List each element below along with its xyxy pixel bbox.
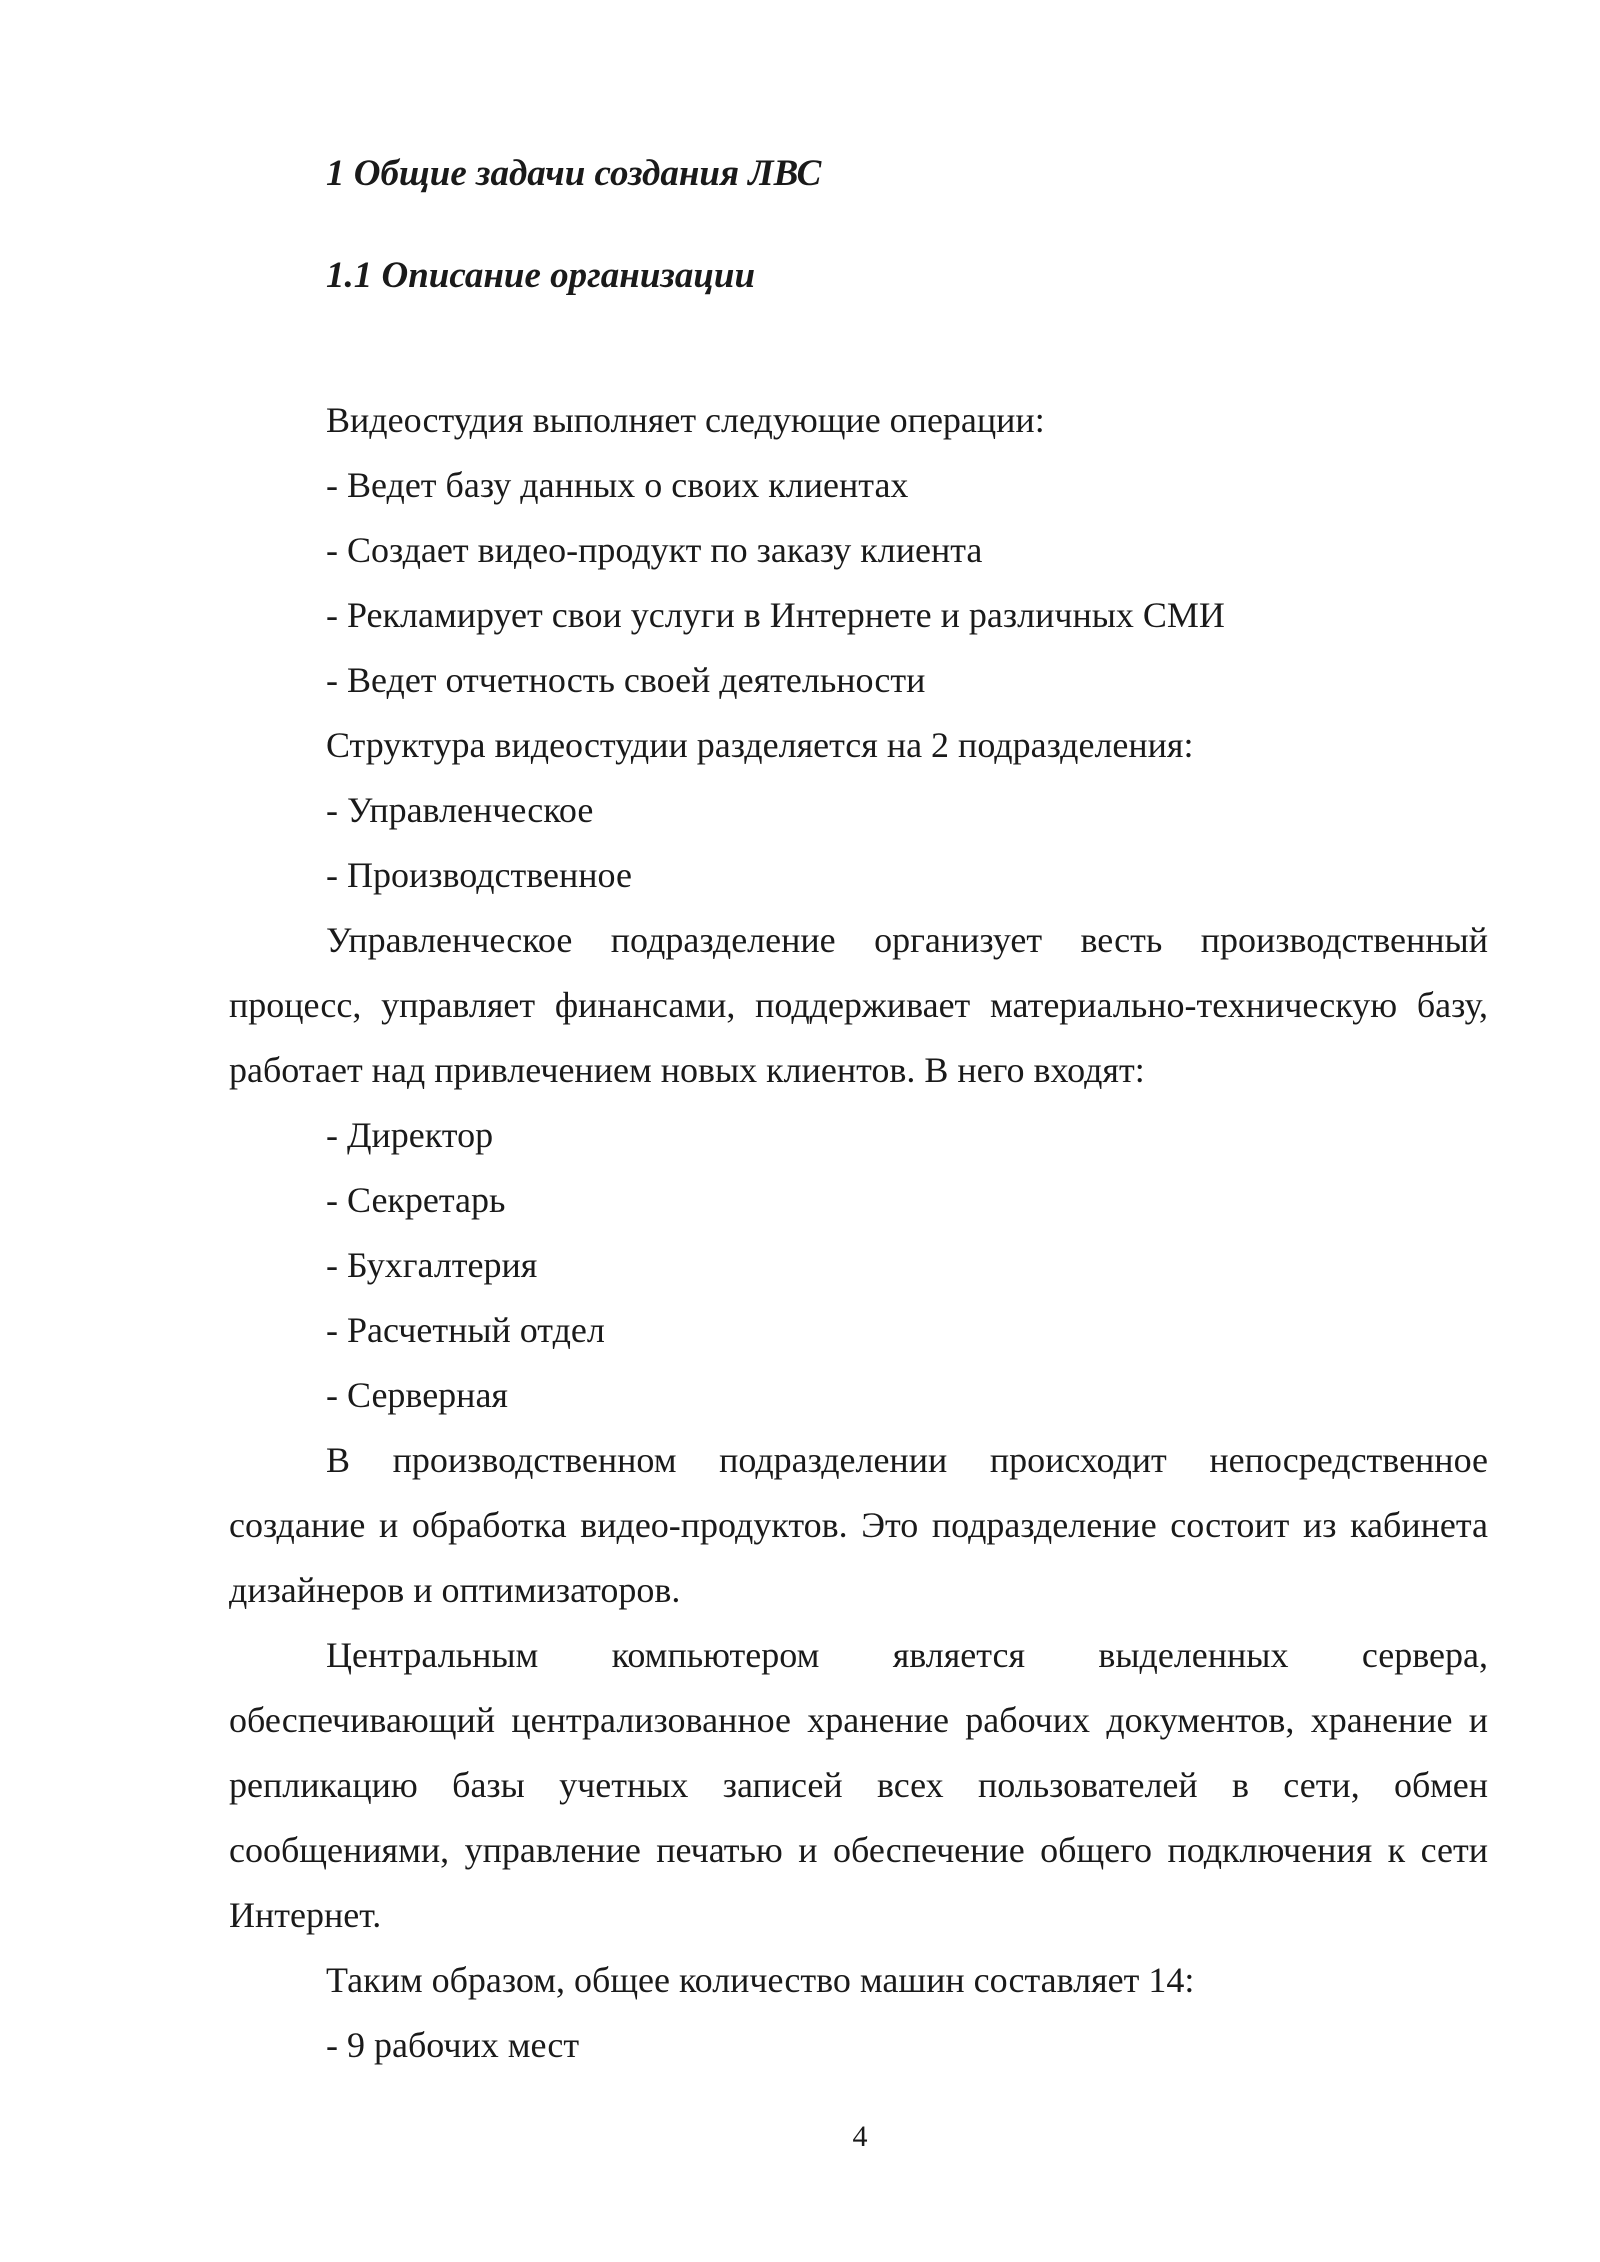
page-number: 4 <box>852 2120 868 2153</box>
section-heading: 1 Общие задачи создания ЛВС <box>326 153 822 194</box>
paragraph-server: Центральным компьютером является выделенных сервера, обеспечивающий централизованное хранение рабочих документов, хранение и репликацию базы учетных записей всех пользователей в сети, обмен сообщениями, управление печатью и обеспечение общего подключения к сети Интернет. <box>229 1635 1488 1935</box>
paragraph-total: Таким образом, общее количество машин составляет 14: <box>326 1960 1195 2000</box>
list-item: - Ведет отчетность своей деятельности <box>326 660 926 700</box>
list-item: - Директор <box>326 1115 494 1155</box>
list-item: - Секретарь <box>326 1180 506 1220</box>
list-item: - Ведет базу данных о своих клиентах <box>326 465 909 505</box>
list-item: - Создает видео-продукт по заказу клиента <box>326 530 983 570</box>
list-item: - Серверная <box>326 1375 508 1415</box>
paragraph-structure: Структура видеостудии разделяется на 2 подразделения: <box>326 725 1194 765</box>
list-item: - Рекламирует свои услуги в Интернете и различных СМИ <box>326 595 1225 635</box>
document-body <box>229 388 1488 2078</box>
list-item: - Производственное <box>326 855 632 895</box>
list-item: - Бухгалтерия <box>326 1245 538 1285</box>
list-item: - Управленческое <box>326 790 594 830</box>
subsection-heading: 1.1 Описание организации <box>326 255 756 296</box>
list-item: - 9 рабочих мест <box>326 2025 580 2065</box>
paragraph-production: В производственном подразделении происходит непосредственное создание и обработка видео-продуктов. Это подразделение состоит из кабинета дизайнеров и оптимизаторов. <box>229 1440 1488 1610</box>
list-item: - Расчетный отдел <box>326 1310 605 1350</box>
paragraph-management: Управленческое подразделение организует весть производственный процесс, управляет финансами, поддерживает материально-техническую базу, работает над привлечением новых клиентов. В него входят: <box>229 920 1488 1090</box>
paragraph-intro: Видеостудия выполняет следующие операции: <box>326 400 1045 440</box>
